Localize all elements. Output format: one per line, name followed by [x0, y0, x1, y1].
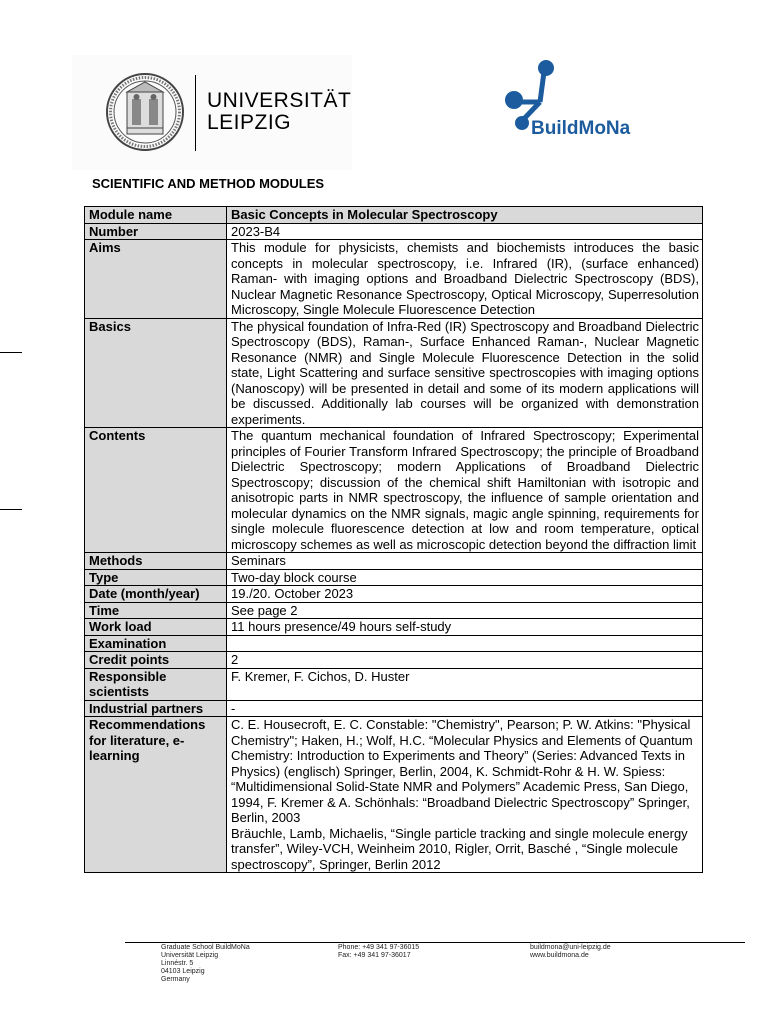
footer-address-line: Linnéstr. 5	[161, 960, 194, 967]
table-row	[85, 717, 703, 873]
margin-mark	[0, 352, 22, 353]
university-name	[207, 90, 351, 134]
module-table	[84, 206, 703, 873]
row-label: Type	[85, 569, 227, 586]
buildmona-logo-text: BuildMoNa	[531, 118, 631, 139]
margin-mark	[0, 509, 22, 510]
row-label: Contents	[85, 428, 227, 553]
row-label: Methods	[85, 553, 227, 570]
row-label: Work load	[85, 619, 227, 636]
footer-rule	[125, 942, 745, 943]
row-value: 2	[227, 652, 703, 669]
row-value: -	[227, 700, 703, 717]
footer-fax: Fax: +49 341 97-36017	[338, 952, 411, 959]
university-name-line2: LEIPZIG	[207, 111, 292, 134]
table-row	[85, 240, 703, 319]
row-value: F. Kremer, F. Cichos, D. Huster	[227, 668, 703, 700]
footer-email-link[interactable]: buildmona@uni-leipzig.de	[530, 944, 611, 951]
literature-paragraph: C. E. Housecroft, E. C. Constable: "Chemistry", Pearson; P. W. Atkins: "Physical Chemistry"; Haken, H.; Wolf, H.C. “Molecular Physics and Elements of Quantum Chemistry: Introduction to Experiments and Theory” (Series: Advanced Texts in Physics) (englisch) Springer, Berlin, 2004, K. Schmidt-Rohr & H. W. Spiess: “Multidimensional Solid-State NMR and Polymers” Academic Press, San Diego, 1994, F. Kremer & A. Schönhals: “Broadband Dielectric Spectroscopy” Springer, Berlin, 2003	[231, 717, 693, 825]
table-row	[85, 318, 703, 428]
table-row	[85, 635, 703, 652]
row-value	[227, 635, 703, 652]
table-row	[85, 428, 703, 553]
table-row	[85, 602, 703, 619]
footer-address-line: Germany	[161, 976, 190, 983]
module-name-value: Basic Concepts in Molecular Spectroscopy	[227, 207, 703, 224]
footer-contact	[338, 944, 419, 960]
row-value: 11 hours presence/49 hours self-study	[227, 619, 703, 636]
table-row	[85, 569, 703, 586]
logo-divider	[195, 75, 196, 151]
row-label: Examination	[85, 635, 227, 652]
footer-address-line: Graduate School BuildMoNa	[161, 944, 250, 951]
row-label: Recommendations for literature, e-learning	[85, 717, 227, 873]
table-row	[85, 668, 703, 700]
university-name-line1: UNIVERSITÄT	[207, 89, 352, 112]
section-title: SCIENTIFIC AND METHOD MODULES	[92, 176, 325, 191]
table-row	[85, 586, 703, 603]
row-label: Time	[85, 602, 227, 619]
footer-web-link[interactable]: www.buildmona.de	[530, 952, 589, 959]
basics-value: The physical foundation of Infra-Red (IR) Spectroscopy and Broadband Dielectric Spectroscopy (BDS), Raman-, Surface Enhanced Raman-, Nuclear Magnetic Resonance (NMR) and Single Molecule Fluorescence Detection in the solid state, Light Scattering and surface sensitive spectroscopies with imaging options (Nanoscopy) will be presented in detail and some of its modern applications will be discussed. Additionally lab courses will be organized with demonstration experiments.	[227, 318, 703, 428]
footer-address	[161, 944, 250, 984]
row-label: Credit points	[85, 652, 227, 669]
row-label: Module name	[85, 207, 227, 224]
footer-online	[530, 944, 611, 960]
row-value: See page 2	[227, 602, 703, 619]
footer-address-line: Universität Leipzig	[161, 952, 219, 959]
table-row	[85, 652, 703, 669]
row-label: Date (month/year)	[85, 586, 227, 603]
university-seal-icon	[105, 72, 185, 152]
footer-address-line: 04103 Leipzig	[161, 968, 205, 975]
row-label: Responsible scientists	[85, 668, 227, 700]
aims-value: This module for physicists, chemists and biochemists introduces the basic concepts in molecular spectroscopy, i.e. Infrared (IR), (surface enhanced) Raman- with imaging options and Broadband Dielectric Spectroscopy (BDS), Nuclear Magnetic Resonance Spectroscopy, Optical Microscopy, Superresolution Microscopy, Single Molecule Fluorescence Detection	[227, 240, 703, 319]
footer-phone: Phone: +49 341 97-36015	[338, 944, 420, 951]
row-value: 19./20. October 2023	[227, 586, 703, 603]
row-label: Aims	[85, 240, 227, 319]
row-value: 2023-B4	[227, 223, 703, 240]
row-label: Industrial partners	[85, 700, 227, 717]
row-label: Number	[85, 223, 227, 240]
literature-value	[227, 717, 703, 873]
table-row	[85, 223, 703, 240]
table-row	[85, 619, 703, 636]
row-value: Two-day block course	[227, 569, 703, 586]
row-value: Seminars	[227, 553, 703, 570]
contents-value: The quantum mechanical foundation of Infrared Spectroscopy; Experimental principles of Fourier Transform Infrared Spectroscopy; the principle of Broadband Dielectric Spectroscopy; modern Applications of Broadband Dielectric Spectroscopy; discussion of the chemical shift Hamiltonian with isotropic and anisotropic parts in NMR spectroscopy, the influence of sample orientation and molecular dynamics on the NMR signals, magic angle spinning, requirements for single molecule fluorescence detection at low and room temperature, optical microscopy schemes as well as microscopic detection beyond the diffraction limit	[227, 428, 703, 553]
table-row	[85, 700, 703, 717]
literature-paragraph: Bräuchle, Lamb, Michaelis, “Single particle tracking and single molecule energy transfer”, Wiley-VCH, Weinheim 2010, Rigler, Orrit, Basché , “Single molecule spectroscopy”, Springer, Berlin 2012	[231, 825, 688, 872]
row-label: Basics	[85, 318, 227, 428]
table-row	[85, 553, 703, 570]
table-row	[85, 207, 703, 224]
